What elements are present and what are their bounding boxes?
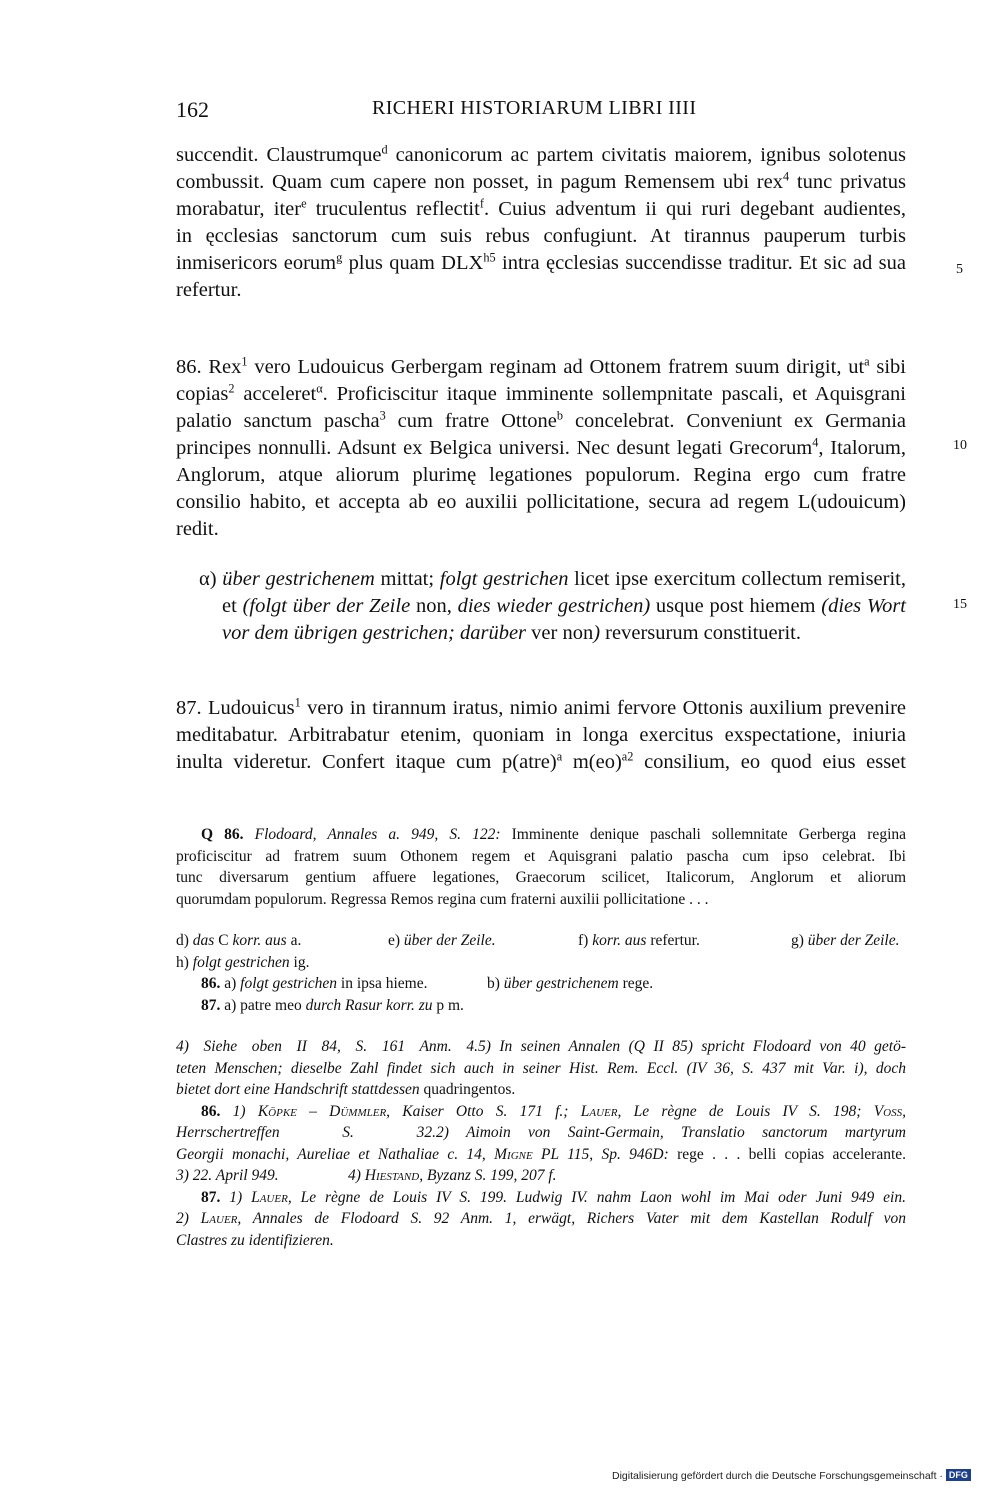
footnote-line: 86. a) folgt gestrichen in ipsa hieme. b) über gestrichenem rege. bbox=[201, 975, 654, 992]
paragraph-87 bbox=[176, 695, 906, 776]
footnote-line: proficiscitur ad fratrem suum Othonem regem et Aquisgrani palatio pascha cum ipso celebrat. Ibi bbox=[176, 847, 906, 865]
footnote-line: Q 86. Flodoard, Annales a. 949, S. 122: Imminente denique paschali sollemnitate Gerberga regina bbox=[201, 826, 907, 843]
text-line: vor dem übrigen gestrichen; darüber ver non) reversurum constituerit. bbox=[222, 622, 802, 644]
paragraph-86 bbox=[176, 354, 906, 543]
footnote-line: 86. 1) Köpke – Dümmler, Kaiser Otto S. 171 f.; Lauer, Le règne de Louis IV S. 198; Voss, bbox=[201, 1102, 906, 1120]
text-line: meditabatur. Arbitrabatur etenim, quoniam in longa exercitus exspectatione, iniuria bbox=[176, 724, 906, 746]
footnote-line: 3) 22. April 949. 4) Hiestand, Byzanz S. 199, 207 f. bbox=[176, 1167, 557, 1184]
critical-apparatus bbox=[176, 930, 906, 1016]
text-line: consilio habito, et accepta ab eo auxilii pollicitatione, secura ad regem L(udouicum) bbox=[176, 491, 906, 513]
text-line: succendit. Claustrumque$^d$ canonicorum ac partem civitatis maiorem, ignibus solotenus bbox=[176, 142, 906, 166]
running-title: RICHERI HISTORIARUM LIBRI IIII bbox=[372, 97, 697, 119]
footnote-line: teten Menschen; dieselbe Zahl findet sich auch in seiner Hist. Rem. Eccl. (IV 36, S. 437 mit Var. i), doch bbox=[176, 1059, 906, 1077]
footnote-line: quorumdam populorum. Regressa Remos regina cum fraterni auxilii pollicitatione . . . bbox=[176, 890, 709, 908]
text-line: copias$^2$ acceleret$^\alpha$. Proficiscitur itaque imminente sollempnitate pascali, et Aquisgrani bbox=[176, 381, 906, 405]
footnote-line: 2) Lauer, Annales de Flodoard S. 92 Anm. 1, erwägt, Richers Vater mit dem Kastellan Rodulf von bbox=[176, 1210, 907, 1227]
footnote-line: h) folgt gestrichen ig. bbox=[176, 953, 310, 971]
text-line: combussit. Quam cum capere non posset, in pagum Remensem ubi rex$^4$ tunc privatus bbox=[176, 169, 906, 193]
footnote-line: Clastres zu identifizieren. bbox=[176, 1231, 334, 1249]
paragraph-85-end bbox=[176, 142, 906, 304]
text-line: 87. Ludouicus$^1$ vero in tirannum iratus, nimio animi fervore Ottonis auxilium prevenire bbox=[176, 695, 906, 719]
line-number: 10 bbox=[953, 438, 967, 453]
digitization-credit: Digitalisierung gefördert durch die Deutsche Forschungsgemeinschaft · DFG bbox=[612, 1469, 971, 1482]
text-line: inulta videretur. Confert itaque cum p(atre)$^a$ m(eo)$^{a2}$ consilium, eo quod eius esset bbox=[176, 749, 906, 773]
line-number: 5 bbox=[956, 262, 963, 277]
footnote-line: 87. 1) Lauer, Le règne de Louis IV S. 199. Ludwig IV. nahm Laon wohl im Mai oder Juni 949 ein. bbox=[201, 1188, 906, 1206]
footnote-line: Herrschertreffen S. 32.2) Aimoin von Saint-Germain, Translatio sanctorum martyrum bbox=[176, 1124, 906, 1141]
text-line: et (folgt über der Zeile non, dies wieder gestrichen) usque post hiemem (dies Wort bbox=[222, 595, 906, 617]
footnote-line: Georgii monachi, Aureliae et Nathaliae c. 14, Migne PL 115, Sp. 946D: rege . . . belli copias accelerante. bbox=[176, 1145, 907, 1163]
text-line: palatio sanctum pascha$^3$ cum fratre Ottone$^b$ concelebrat. Conveniunt ex Germania bbox=[176, 408, 906, 432]
footnote-line: tunc diversarum gentium affuere legationes, Graecorum scilicet, Italicorum, Anglorum et aliorum bbox=[176, 869, 906, 886]
variant-note-alpha bbox=[199, 566, 906, 647]
text-line: morabatur, iter$^e$ truculentus reflectit$^f$. Cuius adventum ii qui ruri degebant audientes, bbox=[176, 196, 906, 220]
page-number: 162 bbox=[176, 97, 209, 122]
text-line: principes nonnulli. Adsunt ex Belgica universi. Nec desunt legati Grecorum$^4$, Italorum, bbox=[176, 435, 906, 459]
dfg-logo: DFG bbox=[946, 1469, 971, 1481]
text-line: in ęcclesias sanctorum cum suis rebus confugiunt. At tirannus pauperum turbis bbox=[176, 225, 906, 247]
text-line: redit. bbox=[176, 518, 219, 540]
text-line: Anglorum, atque aliorum plurimę legationes populorum. Regina ergo cum fratre bbox=[176, 464, 906, 486]
text-line: refertur. bbox=[176, 279, 242, 301]
footnote-line: 87. a) patre meo durch Rasur korr. zu p m. bbox=[201, 996, 464, 1014]
footnote-line: d) das C korr. aus a. e) über der Zeile. f) korr. aus refertur. g) über der Zeile. bbox=[176, 932, 900, 949]
line-number: 15 bbox=[953, 597, 967, 612]
text-line: α) über gestrichenem mittat; folgt gestrichen licet ipse exercitum collectum remiserit, bbox=[199, 568, 907, 590]
commentary-notes bbox=[176, 1036, 906, 1251]
text-line: inmisericors eorum$^g$ plus quam $DLX^{h5}$ intra ęcclesias succendisse traditur. Et sic ad sua bbox=[176, 250, 906, 274]
footnote-line: 4) Siehe oben II 84, S. 161 Anm. 4.5) In seinen Annalen (Q II 85) spricht Flodoard von 40 getö- bbox=[176, 1038, 906, 1055]
text-line: 86. Rex$^1$ vero Ludouicus Gerbergam reginam ad Ottonem fratrem suum dirigit, $ut^a$ sibi bbox=[176, 354, 907, 378]
footnote-line: bietet dort eine Handschrift stattdessen quadringentos. bbox=[176, 1081, 516, 1098]
source-quote-q86 bbox=[176, 824, 906, 910]
